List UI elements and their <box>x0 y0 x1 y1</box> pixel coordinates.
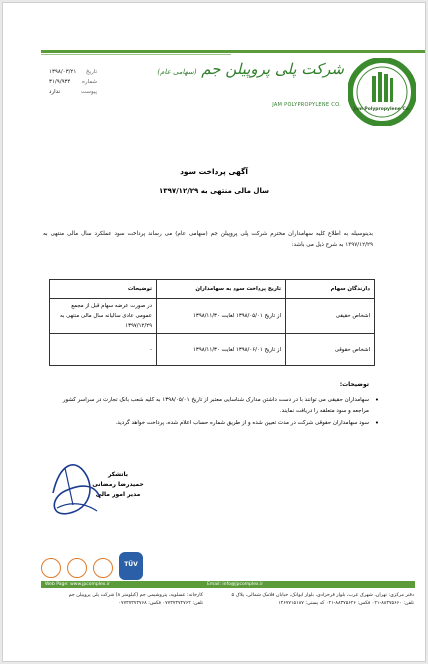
col-payment-date: تاریخ پرداخت سود به سهامداران <box>157 280 286 299</box>
tuv-badge-icon: TÜV <box>119 552 143 580</box>
signatory-name: حمیدرضا رمضانی <box>92 481 144 488</box>
cell-date: از تاریخ ۱۳۹۸/۰۶/۰۱ لغایت ۱۳۹۸/۱۱/۳۰ <box>157 334 286 366</box>
notes-list <box>49 395 379 430</box>
footer-plant-address: کارخانه: عسلویه، پتروشیمی جم (کیلومتر ۸) شرکت پلی پروپیلن جم تلفن: ۰۷۷۳۷۳۷۲۷۶۲ فکس: ۰۷۷۳۷۳۷۲۷۶۸ <box>68 593 203 606</box>
col-holders: دارندگان سهام <box>286 280 375 299</box>
footer-email: Email: info@jpcomplex.ir <box>207 582 264 587</box>
company-name-fa: شرکت پلی پروپیلن جم (سهامی عام) <box>157 60 344 78</box>
bullet-icon: • <box>374 396 379 404</box>
company-logo-icon <box>348 58 416 126</box>
table-row <box>50 299 375 334</box>
header-rule <box>41 50 425 53</box>
letter-meta <box>49 67 97 97</box>
cell-note: در صورت عرضه سهام قبل از مجمع عمومی عادی سالیانه سال مالی منتهی به ۱۳۹۷/۱۲/۲۹ <box>50 299 157 334</box>
announcement-subtitle: سال مالی منتهی به ۱۳۹۷/۱۲/۲۹ <box>159 187 269 195</box>
dividend-table <box>49 279 375 366</box>
cell-note: - <box>50 334 157 366</box>
iso-badge-icon <box>41 558 61 578</box>
announcement-title: آگهی پرداخت سود <box>180 167 248 176</box>
letter-page <box>2 2 426 662</box>
cell-holder: اشخاص حقیقی <box>286 299 375 334</box>
meta-attachment: پیوست ندارد <box>49 89 97 95</box>
iso-badge-icon <box>93 558 113 578</box>
notes-heading: توضیحات: <box>339 381 369 388</box>
intro-paragraph: بدینوسیله به اطلاع کلیه سهامداران محترم شرکت پلی پروپیلن جم (سهامی عام) می رساند پرداخت سود عملکرد سال مالی منتهی به ۱۳۹۷/۱۲/۲۹ به شرح ذیل می باشد: <box>43 231 373 248</box>
signatory-title: مدیر امور مالی <box>95 491 141 498</box>
header-rule-thin <box>41 54 231 55</box>
footer-web: Web Page: www.jpcomplex.ir <box>45 582 110 587</box>
list-item: • سهامداران حقیقی می توانند با در دست داشتن مدارک شناسایی معتبر از تاریخ ۱۳۹۸/۰۵/۰۱ به کلیه شعب بانک تجارت در سراسر کشور مراجعه و سود متعلقه را دریافت نمایند. <box>62 396 379 414</box>
meta-number: شماره ۳۱/۹/۹۳۴ <box>49 79 97 85</box>
footer-band <box>41 581 415 588</box>
footer-office-address: دفتر مرکزی: تهران، شهرک غرب، بلوار فرحزادی، بلوار ایوانک، خیابان فلامک شمالی، پلاک ۵ تلفن: ۸۸۳۷۵۶۶۰-۰۲۱ فکس: ۸۸۳۷۵۶۲۶-۰۲۱ کد پستی: ۱۴۶۷۷۱۵۱۸۷ <box>231 593 414 606</box>
bullet-icon: • <box>374 419 379 427</box>
iso-badge-icon <box>67 558 87 578</box>
table-row <box>50 334 375 366</box>
col-notes: توضیحات <box>50 280 157 299</box>
signature-block <box>83 470 153 500</box>
list-item: • سود سهامداران حقوقی شرکت در مدت تعیین شده و از طریق شماره حساب اعلام شده، پرداخت خواهد گردید. <box>115 419 379 427</box>
certification-badges <box>41 548 151 580</box>
cell-holder: اشخاص حقوقی <box>286 334 375 366</box>
cell-date: از تاریخ ۱۳۹۸/۰۵/۰۱ لغایت ۱۳۹۸/۱۱/۳۰ <box>157 299 286 334</box>
svg-text:Jam Polypropylene Co.: Jam Polypropylene Co. <box>353 107 411 112</box>
company-name-en: JAM POLYPROPYLENE CO. <box>272 102 341 108</box>
meta-date: تاریخ ۱۳۹۸/۰۳/۲۱ <box>49 69 97 75</box>
signature-thanks: باتشکر <box>107 471 129 478</box>
table-header-row <box>50 280 375 299</box>
letterhead <box>3 3 425 123</box>
